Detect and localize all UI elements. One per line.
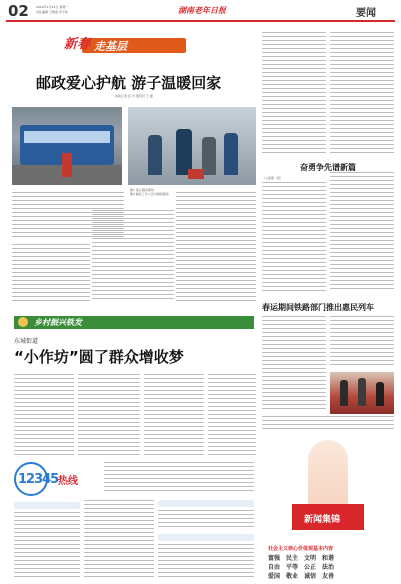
page-number: 02 bbox=[8, 2, 29, 20]
article-body-col1 bbox=[12, 244, 90, 304]
article3-body-2 bbox=[330, 316, 394, 368]
core-values-box bbox=[262, 544, 394, 582]
article2-headline: 奋勇争先谱新篇 bbox=[300, 163, 356, 172]
hotline-body-3 bbox=[158, 510, 254, 530]
news-box-title: 新闻集锦 bbox=[304, 515, 341, 525]
article-title: “小作坊”圆了群众增收梦 bbox=[14, 348, 184, 366]
hotline-body-4 bbox=[158, 544, 254, 580]
banner-xinchun bbox=[64, 33, 192, 59]
hotline-tail: 热线 bbox=[58, 476, 78, 487]
hotline-logo bbox=[14, 462, 100, 494]
article4-body-3 bbox=[144, 374, 204, 456]
header-meta-1: 2024年1月22日 星期一 bbox=[36, 5, 69, 9]
banner-right-text: 走基层 bbox=[94, 40, 127, 53]
article4-body-1 bbox=[14, 374, 74, 456]
people-photo bbox=[128, 107, 256, 185]
masthead-logo: 湖南老年日报 bbox=[178, 6, 226, 15]
article-kicker: 东城街道 bbox=[14, 338, 39, 345]
article-byline: 本报记者 张 巧 通讯员 王 媛 bbox=[115, 94, 153, 98]
article3-body-1 bbox=[262, 316, 326, 412]
right-top-col1 bbox=[262, 32, 326, 154]
hotline-subheading-1 bbox=[14, 502, 80, 509]
bus-photo bbox=[12, 107, 122, 185]
banner-left-text: 新春 bbox=[64, 37, 91, 52]
values-title: 社会主义核心价值观基本内容 bbox=[268, 546, 334, 552]
hotline-subheading-3 bbox=[158, 534, 254, 541]
page-header bbox=[0, 0, 401, 24]
article4-body-4 bbox=[208, 374, 256, 456]
hotline-body-1 bbox=[14, 512, 80, 580]
article3-tail bbox=[262, 416, 394, 430]
article2-body-1 bbox=[262, 182, 326, 292]
article-headline: 邮政爱心护航 游子温暖回家 bbox=[36, 74, 222, 92]
news-box bbox=[262, 432, 394, 542]
hotline-subheading-2 bbox=[158, 500, 254, 507]
section-label: 要闻 bbox=[356, 8, 376, 19]
hotline-body-2 bbox=[84, 500, 154, 580]
values-row-3: 爱国 敬业 诚信 友善 bbox=[268, 573, 335, 580]
values-row-1: 富强 民主 文明 和谐 bbox=[268, 555, 335, 562]
article2-sub: （上接第一版） bbox=[262, 176, 284, 180]
banner-rural-text: 乡村振兴铁发 bbox=[34, 318, 82, 327]
hotline-number: 12345 bbox=[18, 472, 59, 487]
article-body-col3 bbox=[176, 192, 256, 302]
header-rule bbox=[6, 20, 395, 22]
right-top-col2 bbox=[330, 32, 394, 154]
values-row-2: 自由 平等 公正 法治 bbox=[268, 564, 335, 571]
train-photo bbox=[330, 372, 394, 414]
article-body-col2 bbox=[92, 210, 174, 302]
article4-body-2 bbox=[78, 374, 140, 456]
article3-headline: 春运期间铁路部门推出惠民列车 bbox=[262, 303, 374, 312]
article2-body-2 bbox=[330, 172, 394, 292]
hotline-intro bbox=[104, 462, 254, 492]
header-meta-2: 责任编辑 王雅丽 李子晗 bbox=[36, 10, 68, 14]
banner-rural bbox=[14, 316, 254, 329]
photo-caption: 图1 爱心服务现场 图2 邮政工作人员为旅客服务 bbox=[130, 188, 169, 196]
